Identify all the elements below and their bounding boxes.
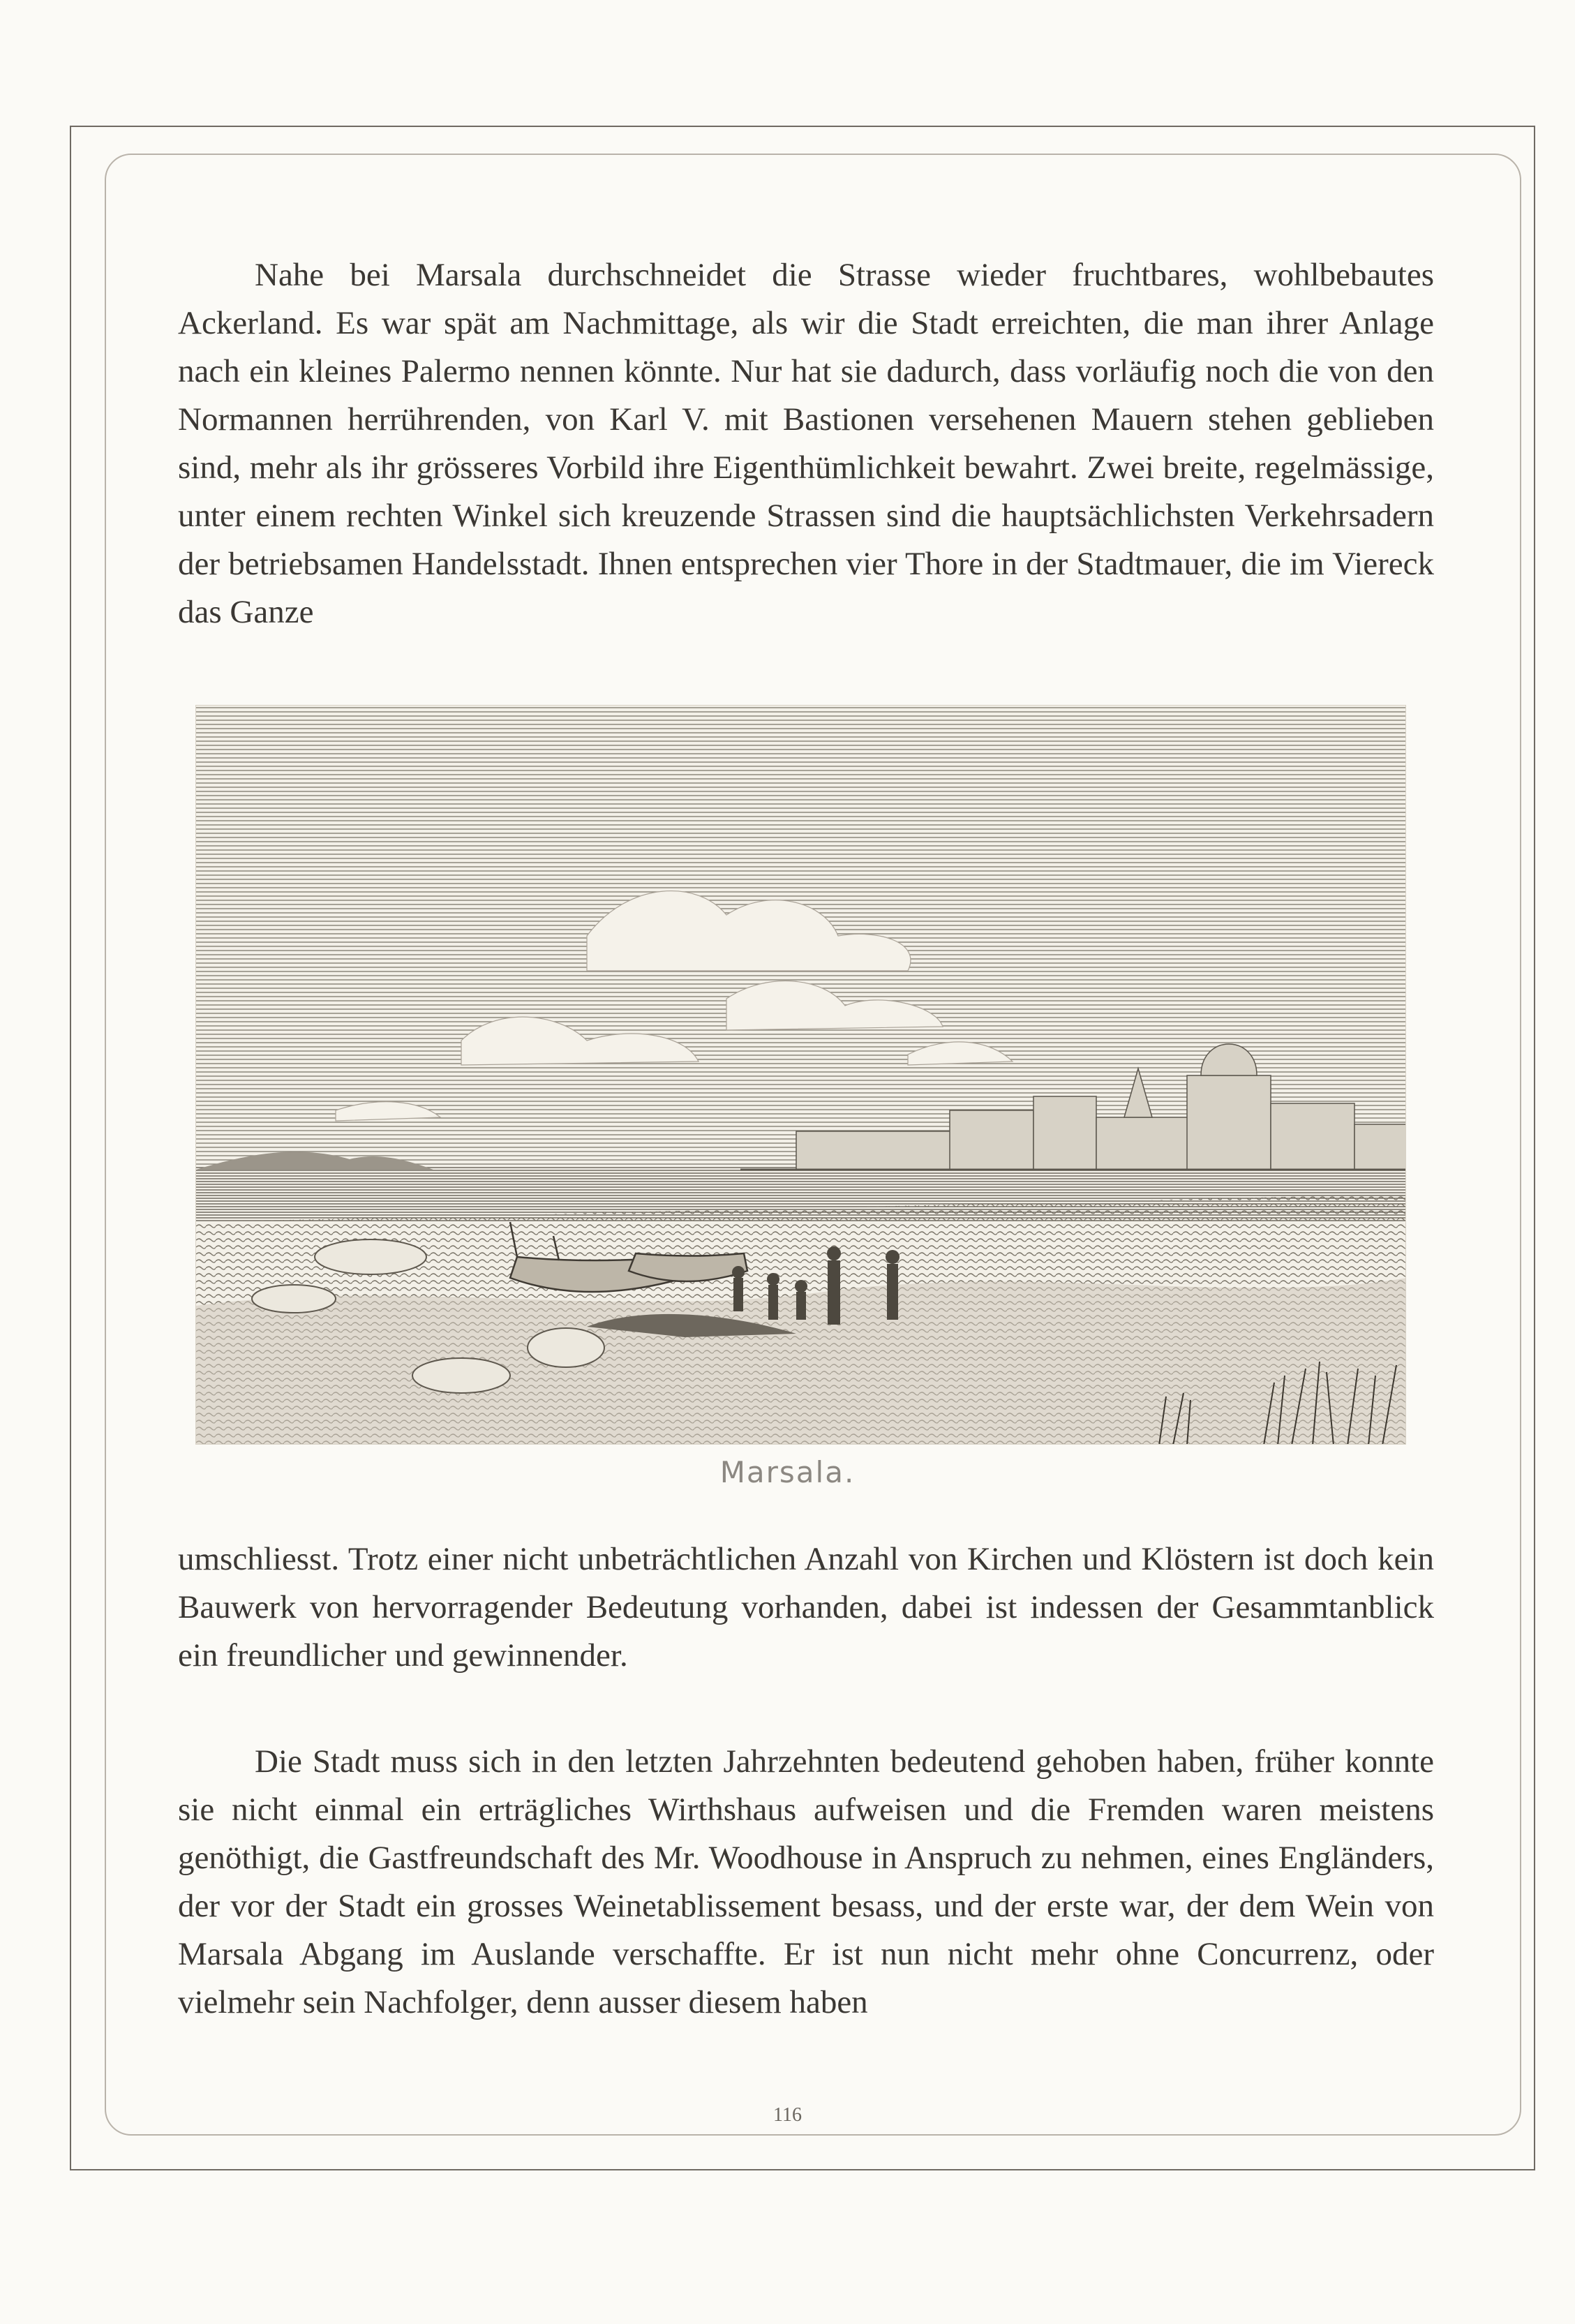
page-number: 116 [773,2104,802,2126]
body-text-middle [178,1535,1434,1680]
engraving-marsala [195,705,1406,1445]
body-text-top [178,251,1434,636]
figure-caption: Marsala. [719,1455,856,1489]
paragraph-1: Nahe bei Marsala durchschneidet die Strasse wieder fruchtbares, wohlbebautes Ackerland. Es war spät am Nachmittage, als wir die Stadt erreichten, die man ihrer Anlage nach ein kleines Palermo nennen könnte. Nur hat sie dadurch, dass vorläufig noch die von den Normannen herrührenden, von Karl V. mit Bastionen versehenen Mauern stehen geblieben sind, mehr als ihr grösseres Vorbild ihre Eigenthümlichkeit bewahrt. Zwei breite, regelmässige, unter einem rechten Winkel sich kreuzende Strassen sind die hauptsächlichsten Verkehrsadern der betriebsamen Handelsstadt. Ihnen entsprechen vier Thore in der Stadtmauer, die im Viereck das Ganze [178,257,1434,630]
body-text-bottom [178,1738,1434,2027]
paragraph-3: Die Stadt muss sich in den letzten Jahrzehnten bedeutend gehoben haben, früher konnte sie nicht einmal ein erträgliches Wirthshaus aufweisen und die Fremden waren meistens genöthigt, die Gastfreundschaft des Mr. Woodhouse in Anspruch zu nehmen, eines Engländers, der vor der Stadt ein grosses Weinetablissement besass, und der erste war, der dem Wein von Marsala Abgang im Auslande verschaffte. Er ist nun nicht mehr ohne Concurrenz, oder vielmehr sein Nachfolger, denn ausser diesem haben [178,1743,1434,2020]
paragraph-2: umschliesst. Trotz einer nicht unbeträchtlichen Anzahl von Kirchen und Klöstern ist doch kein Bauwerk von hervorragender Bedeutung vorhanden, dabei ist indessen der Gesammtanblick ein freundlicher und gewinnender. [178,1541,1434,1674]
engraving-illustration [196,706,1406,1445]
